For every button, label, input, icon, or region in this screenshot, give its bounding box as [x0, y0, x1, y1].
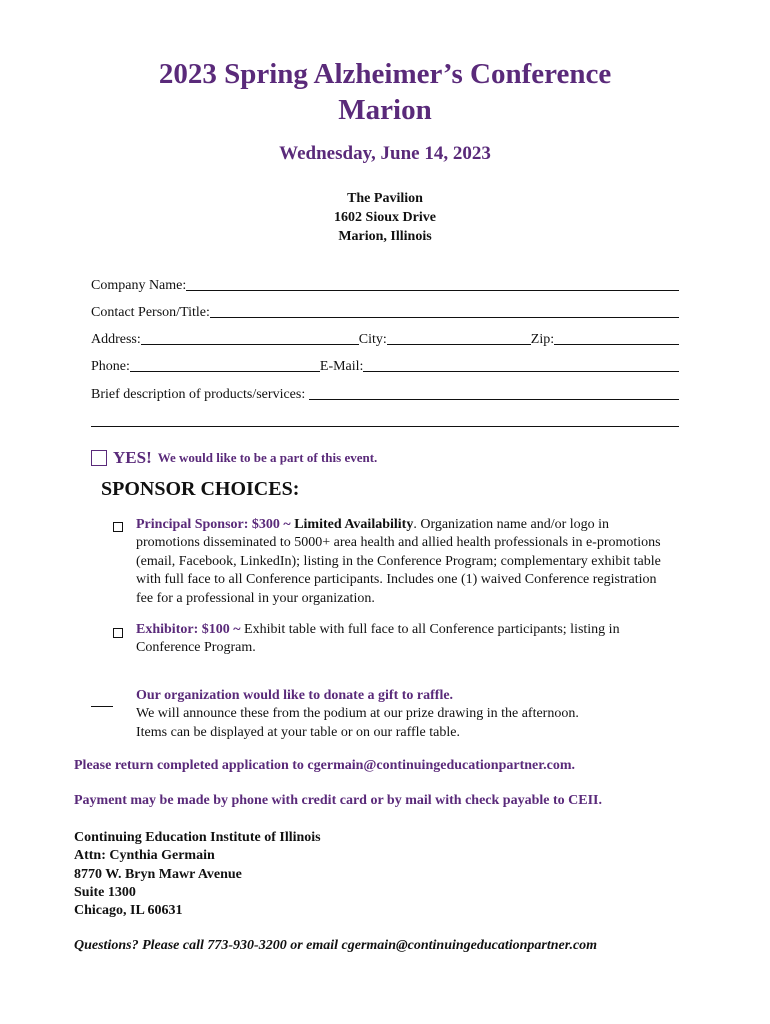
payment-note: Payment may be made by phone with credit card or by mail with check payable to CEII. — [74, 793, 602, 808]
sponsor-heading: SPONSOR CHOICES: — [101, 478, 300, 500]
event-date: Wednesday, June 14, 2023 — [279, 143, 491, 164]
city-label: City: — [358, 332, 387, 347]
raffle-line-1: We will announce these from the podium at our prize drawing in the afternoon. — [136, 706, 579, 722]
venue-city: Marion, Illinois — [338, 229, 432, 244]
exhibitor-description: Exhibit table with full face to all Conference participants; listing in Conference Program. — [136, 622, 620, 656]
company-label: Company Name: — [91, 278, 187, 293]
principal-sponsor-option — [136, 516, 676, 608]
title-line-2: Marion — [338, 94, 432, 126]
contact-person-field[interactable] — [210, 302, 679, 318]
return-note: Please return completed application to cgermain@continuingeducationpartner.com. — [74, 758, 576, 773]
questions-line: Questions? Please call 773-930-3200 or email cgermain@continuingeducationpartner.com — [74, 938, 598, 953]
page-title — [0, 56, 770, 128]
company-name-field[interactable] — [186, 275, 679, 291]
raffle-heading: Our organization would like to donate a gift to raffle. — [136, 688, 454, 703]
principal-availability: Limited Availability — [294, 517, 414, 532]
email-field[interactable] — [363, 356, 679, 372]
yes-checkbox[interactable] — [91, 450, 107, 466]
mailing-attn: Attn: Cynthia Germain — [74, 848, 215, 864]
address-row — [91, 328, 679, 348]
phone-field[interactable] — [130, 356, 320, 372]
description-label: Brief description of products/services: — [91, 387, 306, 402]
contact-label: Contact Person/Title: — [91, 305, 210, 320]
address-field[interactable] — [141, 329, 359, 345]
contact-row — [91, 301, 679, 321]
mailing-suite: Suite 1300 — [74, 884, 136, 900]
exhibitor-checkbox[interactable] — [113, 628, 123, 638]
email-label: E-Mail: — [319, 359, 364, 374]
raffle-checkbox-line[interactable] — [91, 706, 113, 707]
yes-row — [91, 448, 377, 468]
mailing-org: Continuing Education Institute of Illinois — [74, 830, 321, 845]
exhibitor-option — [136, 621, 676, 658]
principal-sponsor-checkbox[interactable] — [113, 522, 123, 532]
title-line-1: 2023 Spring Alzheimer’s Conference — [158, 58, 612, 90]
venue-name: The Pavilion — [347, 191, 423, 206]
venue-block — [0, 189, 770, 246]
city-field[interactable] — [387, 329, 531, 345]
raffle-block — [136, 687, 696, 742]
principal-sponsor-name: Principal Sponsor: $300 ~ — [136, 517, 291, 532]
phone-label: Phone: — [91, 359, 130, 374]
zip-field[interactable] — [554, 329, 679, 345]
phone-row — [91, 355, 679, 375]
venue-street: 1602 Sioux Drive — [334, 210, 436, 225]
description-field-line-2[interactable] — [91, 426, 679, 427]
description-row — [91, 383, 679, 403]
raffle-line-2: Items can be displayed at your table or on our raffle table. — [136, 724, 460, 740]
mailing-city: Chicago, IL 60631 — [74, 903, 183, 919]
mailing-address — [74, 829, 321, 920]
exhibitor-name: Exhibitor: $100 ~ — [136, 622, 241, 637]
principal-description: . Organization name and/or logo in promotions disseminated to 5000+ area health and allied health professionals in e-promotions (email, Facebook, LinkedIn); listing in the Conference Program; complementary exhibit table with full face to all Conference participants. Includes one (1) waived Conference registration fee for a professional in your organization. — [136, 517, 661, 606]
company-row — [91, 274, 679, 294]
description-field[interactable] — [309, 384, 679, 400]
yes-text: We would like to be a part of this event. — [157, 450, 378, 465]
yes-word: YES! — [113, 448, 152, 467]
zip-label: Zip: — [530, 332, 555, 347]
address-label: Address: — [91, 332, 141, 347]
mailing-street: 8770 W. Bryn Mawr Avenue — [74, 866, 242, 882]
